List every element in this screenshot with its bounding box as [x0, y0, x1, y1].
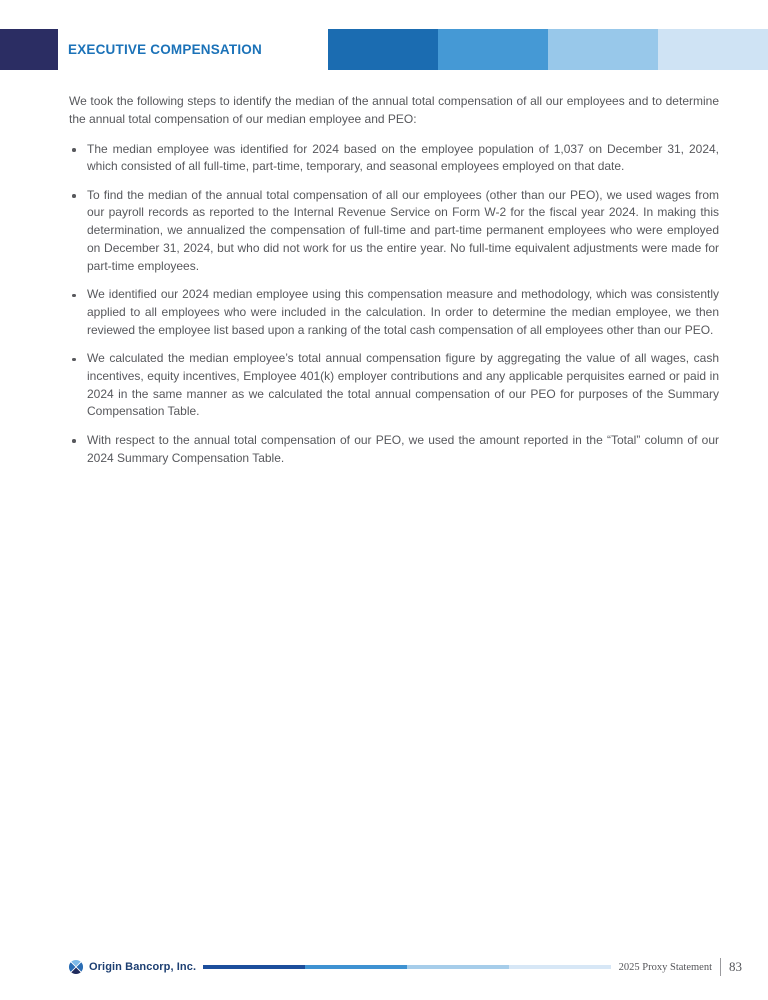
bullet-item — [69, 141, 719, 177]
page-title: EXECUTIVE COMPENSATION — [68, 42, 262, 57]
bullet-item — [69, 286, 719, 339]
bullet-text: With respect to the annual total compensation of our PEO, we used the amount reported in the “Total” column of our 2024 Summary Compensation Table. — [87, 432, 719, 465]
header-bar-segment — [438, 29, 548, 70]
bullet-text: We identified our 2024 median employee using this compensation measure and methodology, which was consistently applied to all employees who were included in the calculation. In order to determine the median employee, we then reviewed the employee list based upon a ranking of the total cash compensation of all employees other than our PEO. — [87, 287, 719, 337]
footer-line-segment — [203, 965, 305, 969]
footer-line-segment — [407, 965, 509, 969]
footer-line-segment — [509, 965, 611, 969]
page-footer — [68, 956, 742, 978]
intro-paragraph: We took the following steps to identify the median of the annual total compensation of all our employees and to determine the annual total compensation of our median employee and PEO: — [69, 94, 719, 126]
bullet-text: The median employee was identified for 2024 based on the employee population of 1,037 on December 31, 2024, which consisted of all full-time, part-time, temporary, and seasonal employees employed on that date. — [87, 141, 719, 174]
header-bar-segment — [548, 29, 658, 70]
bullet-dot-icon — [72, 439, 76, 443]
header-bar-segment — [658, 29, 768, 70]
document-label: 2025 Proxy Statement — [618, 961, 712, 973]
bullet-item — [69, 432, 719, 468]
page-number-divider — [720, 958, 721, 976]
bullet-dot-icon — [72, 358, 76, 362]
origin-logo-icon — [68, 959, 84, 975]
header-bar-segment — [328, 29, 438, 70]
bullet-item — [69, 350, 719, 421]
footer-divider-line — [203, 965, 611, 969]
bullet-dot-icon — [72, 294, 76, 298]
page-number: 83 — [729, 959, 742, 974]
bullet-text: To find the median of the annual total compensation of all our employees (other than our PEO), we used wages from our payroll records as reported to the Internal Revenue Service on Form W-2 for the fiscal year 2024. In making this determination, we annualized the compensation of full-time and part-time permanent employees who were employed on December 31, 2024, but who did not work for us the entire year. No full-time equivalent adjustments were made for part-time employees. — [87, 187, 719, 273]
bullet-list — [69, 141, 719, 468]
footer-line-segment — [305, 965, 407, 969]
content — [69, 93, 719, 478]
bullet-item — [69, 187, 719, 276]
bullet-dot-icon — [72, 148, 76, 152]
bullet-dot-icon — [72, 194, 76, 198]
header-navy-block — [0, 29, 58, 70]
company-name: Origin Bancorp, Inc. — [89, 961, 197, 973]
header-color-bar — [328, 29, 768, 70]
bullet-text: We calculated the median employee’s total annual compensation figure by aggregating the value of all wages, cash incentives, equity incentives, Employee 401(k) employer contributions and any applicable perquisites earned or paid in 2024 in the same manner as we calculated the total annual compensation of our PEO for purposes of the Summary Compensation Table. — [87, 351, 719, 419]
